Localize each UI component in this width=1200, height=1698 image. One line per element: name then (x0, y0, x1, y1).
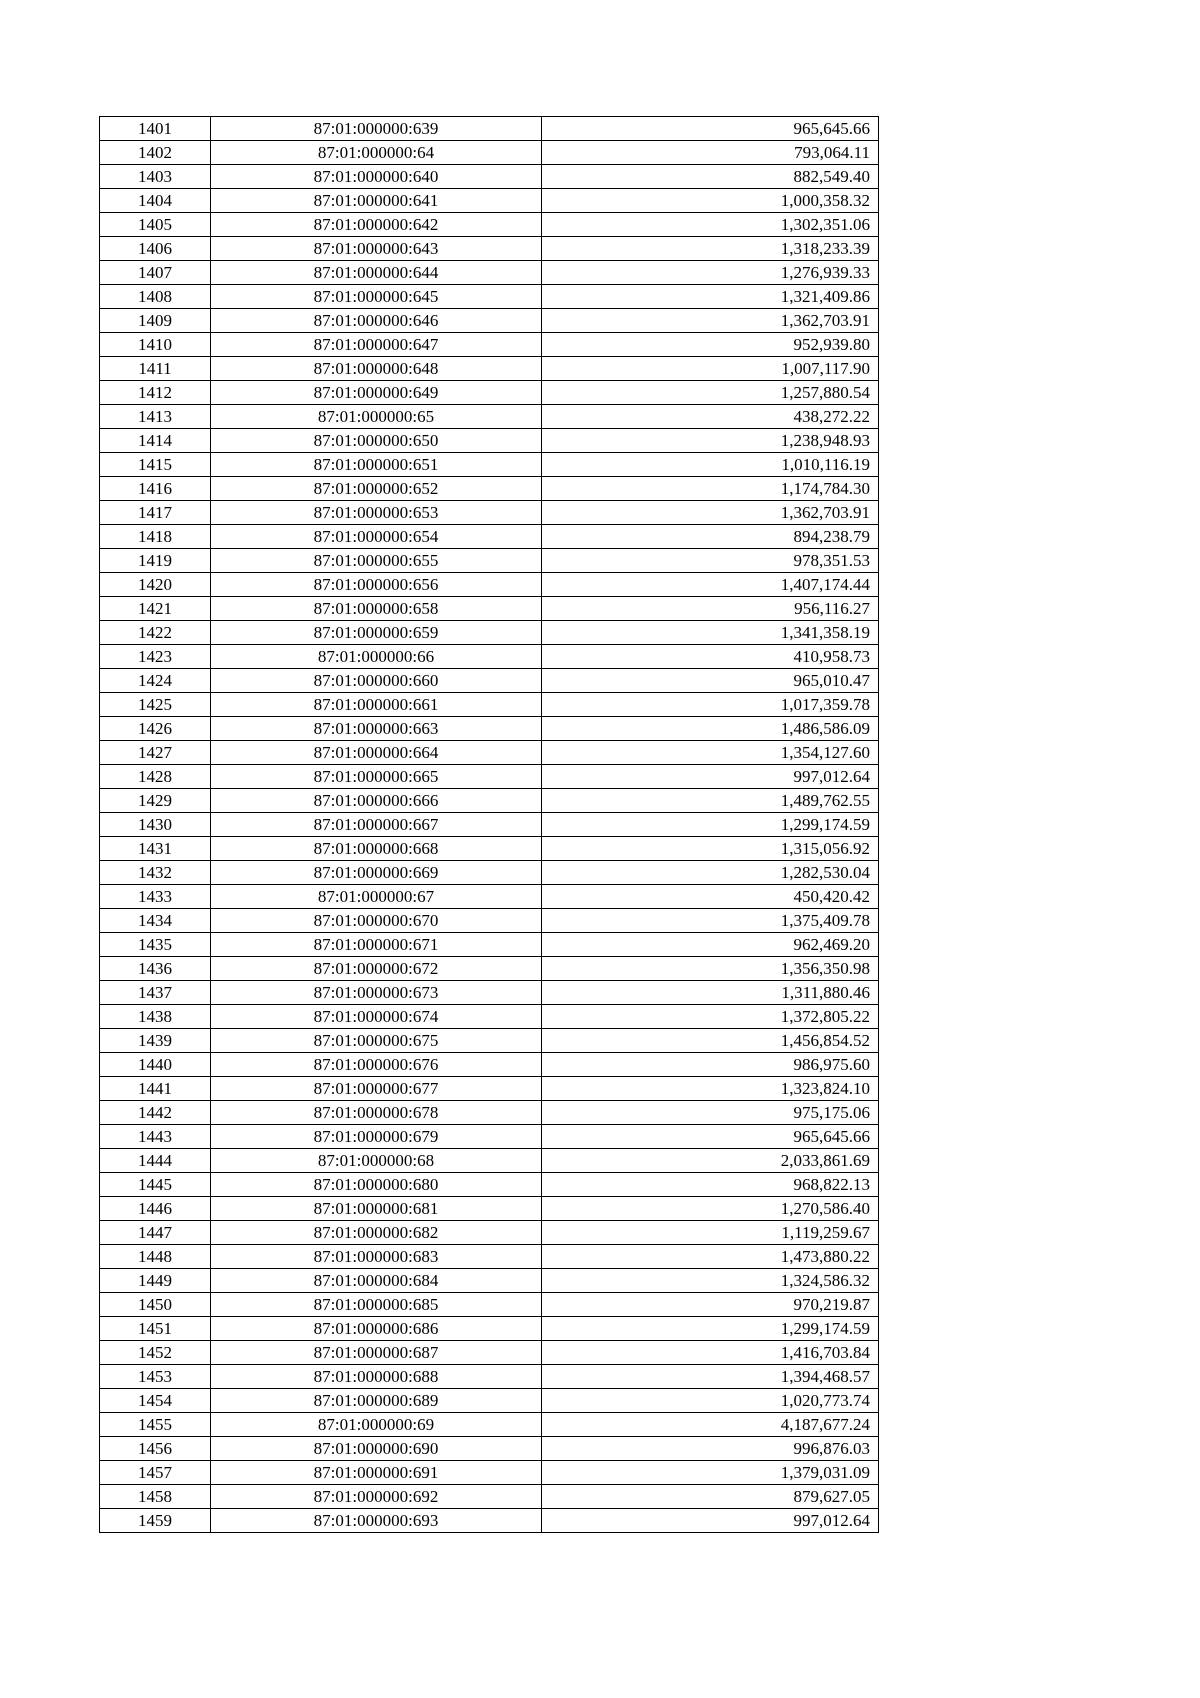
cadastral-number-cell: 87:01:000000:648 (211, 357, 542, 381)
table-row (100, 525, 879, 549)
row-number-cell: 1411 (100, 357, 211, 381)
row-number-cell: 1433 (100, 885, 211, 909)
row-number-cell: 1437 (100, 981, 211, 1005)
table-row (100, 1437, 879, 1461)
cadastral-value-table (99, 116, 879, 1533)
row-number-cell: 1459 (100, 1509, 211, 1533)
value-cell: 1,119,259.67 (542, 1221, 879, 1245)
cadastral-number-cell: 87:01:000000:683 (211, 1245, 542, 1269)
cadastral-number-cell: 87:01:000000:664 (211, 741, 542, 765)
table-row (100, 1197, 879, 1221)
row-number-cell: 1429 (100, 789, 211, 813)
table-row (100, 1173, 879, 1197)
row-number-cell: 1441 (100, 1077, 211, 1101)
value-cell: 978,351.53 (542, 549, 879, 573)
cadastral-number-cell: 87:01:000000:663 (211, 717, 542, 741)
table-row (100, 117, 879, 141)
table-row (100, 621, 879, 645)
table-row (100, 861, 879, 885)
cadastral-number-cell: 87:01:000000:669 (211, 861, 542, 885)
cadastral-number-cell: 87:01:000000:642 (211, 213, 542, 237)
table-row (100, 1461, 879, 1485)
cadastral-number-cell: 87:01:000000:675 (211, 1029, 542, 1053)
table-body (100, 117, 879, 1533)
row-number-cell: 1418 (100, 525, 211, 549)
row-number-cell: 1452 (100, 1341, 211, 1365)
value-cell: 1,416,703.84 (542, 1341, 879, 1365)
cadastral-number-cell: 87:01:000000:654 (211, 525, 542, 549)
value-cell: 997,012.64 (542, 1509, 879, 1533)
value-cell: 952,939.80 (542, 333, 879, 357)
value-cell: 1,270,586.40 (542, 1197, 879, 1221)
cadastral-number-cell: 87:01:000000:640 (211, 165, 542, 189)
value-cell: 1,007,117.90 (542, 357, 879, 381)
row-number-cell: 1410 (100, 333, 211, 357)
table-row (100, 645, 879, 669)
cadastral-number-cell: 87:01:000000:665 (211, 765, 542, 789)
row-number-cell: 1415 (100, 453, 211, 477)
row-number-cell: 1439 (100, 1029, 211, 1053)
row-number-cell: 1448 (100, 1245, 211, 1269)
cadastral-number-cell: 87:01:000000:686 (211, 1317, 542, 1341)
value-cell: 997,012.64 (542, 765, 879, 789)
row-number-cell: 1438 (100, 1005, 211, 1029)
table-row (100, 477, 879, 501)
value-cell: 965,010.47 (542, 669, 879, 693)
table-row (100, 1413, 879, 1437)
value-cell: 1,318,233.39 (542, 237, 879, 261)
value-cell: 1,321,409.86 (542, 285, 879, 309)
table-row (100, 1125, 879, 1149)
value-cell: 410,958.73 (542, 645, 879, 669)
cadastral-number-cell: 87:01:000000:671 (211, 933, 542, 957)
value-cell: 968,822.13 (542, 1173, 879, 1197)
cadastral-number-cell: 87:01:000000:672 (211, 957, 542, 981)
row-number-cell: 1430 (100, 813, 211, 837)
row-number-cell: 1421 (100, 597, 211, 621)
table-row (100, 1365, 879, 1389)
row-number-cell: 1423 (100, 645, 211, 669)
table-row (100, 165, 879, 189)
cadastral-number-cell: 87:01:000000:68 (211, 1149, 542, 1173)
value-cell: 879,627.05 (542, 1485, 879, 1509)
row-number-cell: 1447 (100, 1221, 211, 1245)
row-number-cell: 1442 (100, 1101, 211, 1125)
row-number-cell: 1444 (100, 1149, 211, 1173)
table-row (100, 333, 879, 357)
cadastral-number-cell: 87:01:000000:655 (211, 549, 542, 573)
table-row (100, 1029, 879, 1053)
row-number-cell: 1454 (100, 1389, 211, 1413)
table-row (100, 1245, 879, 1269)
row-number-cell: 1428 (100, 765, 211, 789)
value-cell: 1,407,174.44 (542, 573, 879, 597)
cadastral-number-cell: 87:01:000000:661 (211, 693, 542, 717)
row-number-cell: 1413 (100, 405, 211, 429)
table-row (100, 261, 879, 285)
value-cell: 1,394,468.57 (542, 1365, 879, 1389)
table-row (100, 597, 879, 621)
value-cell: 970,219.87 (542, 1293, 879, 1317)
table-row (100, 237, 879, 261)
cadastral-number-cell: 87:01:000000:656 (211, 573, 542, 597)
cadastral-number-cell: 87:01:000000:691 (211, 1461, 542, 1485)
table-row (100, 957, 879, 981)
table-row (100, 381, 879, 405)
row-number-cell: 1432 (100, 861, 211, 885)
value-cell: 450,420.42 (542, 885, 879, 909)
cadastral-number-cell: 87:01:000000:651 (211, 453, 542, 477)
row-number-cell: 1431 (100, 837, 211, 861)
row-number-cell: 1426 (100, 717, 211, 741)
table-row (100, 549, 879, 573)
table-row (100, 1101, 879, 1125)
cadastral-number-cell: 87:01:000000:660 (211, 669, 542, 693)
cadastral-number-cell: 87:01:000000:677 (211, 1077, 542, 1101)
row-number-cell: 1412 (100, 381, 211, 405)
value-cell: 1,341,358.19 (542, 621, 879, 645)
table-row (100, 309, 879, 333)
cadastral-number-cell: 87:01:000000:692 (211, 1485, 542, 1509)
table-row (100, 1389, 879, 1413)
cadastral-number-cell: 87:01:000000:679 (211, 1125, 542, 1149)
row-number-cell: 1427 (100, 741, 211, 765)
table-row (100, 789, 879, 813)
table-row (100, 741, 879, 765)
row-number-cell: 1422 (100, 621, 211, 645)
cadastral-number-cell: 87:01:000000:682 (211, 1221, 542, 1245)
table-row (100, 189, 879, 213)
value-cell: 1,356,350.98 (542, 957, 879, 981)
table-row (100, 1317, 879, 1341)
cadastral-number-cell: 87:01:000000:645 (211, 285, 542, 309)
value-cell: 793,064.11 (542, 141, 879, 165)
cadastral-number-cell: 87:01:000000:687 (211, 1341, 542, 1365)
row-number-cell: 1450 (100, 1293, 211, 1317)
row-number-cell: 1405 (100, 213, 211, 237)
cadastral-number-cell: 87:01:000000:680 (211, 1173, 542, 1197)
table-row (100, 1149, 879, 1173)
table-row (100, 837, 879, 861)
cadastral-number-cell: 87:01:000000:674 (211, 1005, 542, 1029)
value-cell: 956,116.27 (542, 597, 879, 621)
cadastral-number-cell: 87:01:000000:641 (211, 189, 542, 213)
value-cell: 1,238,948.93 (542, 429, 879, 453)
row-number-cell: 1404 (100, 189, 211, 213)
row-number-cell: 1453 (100, 1365, 211, 1389)
value-cell: 1,315,056.92 (542, 837, 879, 861)
value-cell: 962,469.20 (542, 933, 879, 957)
row-number-cell: 1419 (100, 549, 211, 573)
table-row (100, 141, 879, 165)
table-row (100, 1221, 879, 1245)
row-number-cell: 1417 (100, 501, 211, 525)
value-cell: 1,379,031.09 (542, 1461, 879, 1485)
cadastral-number-cell: 87:01:000000:690 (211, 1437, 542, 1461)
value-cell: 1,362,703.91 (542, 309, 879, 333)
value-cell: 1,375,409.78 (542, 909, 879, 933)
value-cell: 1,489,762.55 (542, 789, 879, 813)
cadastral-number-cell: 87:01:000000:646 (211, 309, 542, 333)
cadastral-number-cell: 87:01:000000:688 (211, 1365, 542, 1389)
table-row (100, 1341, 879, 1365)
cadastral-number-cell: 87:01:000000:67 (211, 885, 542, 909)
value-cell: 438,272.22 (542, 405, 879, 429)
table-row (100, 1053, 879, 1077)
row-number-cell: 1436 (100, 957, 211, 981)
table-row (100, 573, 879, 597)
cadastral-number-cell: 87:01:000000:678 (211, 1101, 542, 1125)
cadastral-number-cell: 87:01:000000:650 (211, 429, 542, 453)
table-row (100, 981, 879, 1005)
value-cell: 975,175.06 (542, 1101, 879, 1125)
table-row (100, 693, 879, 717)
row-number-cell: 1451 (100, 1317, 211, 1341)
value-cell: 1,276,939.33 (542, 261, 879, 285)
cadastral-number-cell: 87:01:000000:666 (211, 789, 542, 813)
value-cell: 1,020,773.74 (542, 1389, 879, 1413)
table-row (100, 213, 879, 237)
value-cell: 1,257,880.54 (542, 381, 879, 405)
table-row (100, 1509, 879, 1533)
row-number-cell: 1449 (100, 1269, 211, 1293)
cadastral-number-cell: 87:01:000000:685 (211, 1293, 542, 1317)
row-number-cell: 1425 (100, 693, 211, 717)
table-row (100, 357, 879, 381)
cadastral-number-cell: 87:01:000000:64 (211, 141, 542, 165)
cadastral-number-cell: 87:01:000000:66 (211, 645, 542, 669)
table-row (100, 1485, 879, 1509)
row-number-cell: 1457 (100, 1461, 211, 1485)
cadastral-number-cell: 87:01:000000:653 (211, 501, 542, 525)
cadastral-number-cell: 87:01:000000:647 (211, 333, 542, 357)
row-number-cell: 1403 (100, 165, 211, 189)
cadastral-number-cell: 87:01:000000:681 (211, 1197, 542, 1221)
row-number-cell: 1420 (100, 573, 211, 597)
value-cell: 1,311,880.46 (542, 981, 879, 1005)
value-cell: 4,187,677.24 (542, 1413, 879, 1437)
row-number-cell: 1434 (100, 909, 211, 933)
cadastral-number-cell: 87:01:000000:659 (211, 621, 542, 645)
row-number-cell: 1414 (100, 429, 211, 453)
value-cell: 965,645.66 (542, 1125, 879, 1149)
cadastral-number-cell: 87:01:000000:643 (211, 237, 542, 261)
value-cell: 1,017,359.78 (542, 693, 879, 717)
row-number-cell: 1458 (100, 1485, 211, 1509)
cadastral-number-cell: 87:01:000000:673 (211, 981, 542, 1005)
value-cell: 965,645.66 (542, 117, 879, 141)
table-row (100, 717, 879, 741)
table-row (100, 501, 879, 525)
table-row (100, 405, 879, 429)
value-cell: 996,876.03 (542, 1437, 879, 1461)
row-number-cell: 1408 (100, 285, 211, 309)
cadastral-number-cell: 87:01:000000:689 (211, 1389, 542, 1413)
row-number-cell: 1435 (100, 933, 211, 957)
row-number-cell: 1440 (100, 1053, 211, 1077)
row-number-cell: 1401 (100, 117, 211, 141)
row-number-cell: 1409 (100, 309, 211, 333)
cadastral-number-cell: 87:01:000000:658 (211, 597, 542, 621)
cadastral-number-cell: 87:01:000000:65 (211, 405, 542, 429)
table-row (100, 1005, 879, 1029)
value-cell: 986,975.60 (542, 1053, 879, 1077)
table-row (100, 765, 879, 789)
value-cell: 1,372,805.22 (542, 1005, 879, 1029)
table-row (100, 1077, 879, 1101)
cadastral-number-cell: 87:01:000000:676 (211, 1053, 542, 1077)
row-number-cell: 1402 (100, 141, 211, 165)
value-cell: 882,549.40 (542, 165, 879, 189)
table-row (100, 885, 879, 909)
value-cell: 1,299,174.59 (542, 813, 879, 837)
table-row (100, 453, 879, 477)
value-cell: 1,282,530.04 (542, 861, 879, 885)
row-number-cell: 1416 (100, 477, 211, 501)
cadastral-number-cell: 87:01:000000:684 (211, 1269, 542, 1293)
cadastral-number-cell: 87:01:000000:639 (211, 117, 542, 141)
value-cell: 1,174,784.30 (542, 477, 879, 501)
table-row (100, 1269, 879, 1293)
value-cell: 1,323,824.10 (542, 1077, 879, 1101)
table-row (100, 285, 879, 309)
row-number-cell: 1455 (100, 1413, 211, 1437)
row-number-cell: 1424 (100, 669, 211, 693)
table-row (100, 813, 879, 837)
cadastral-number-cell: 87:01:000000:649 (211, 381, 542, 405)
table-row (100, 429, 879, 453)
table-row (100, 1293, 879, 1317)
table-row (100, 933, 879, 957)
value-cell: 1,354,127.60 (542, 741, 879, 765)
row-number-cell: 1445 (100, 1173, 211, 1197)
cadastral-number-cell: 87:01:000000:670 (211, 909, 542, 933)
value-cell: 2,033,861.69 (542, 1149, 879, 1173)
row-number-cell: 1406 (100, 237, 211, 261)
cadastral-number-cell: 87:01:000000:667 (211, 813, 542, 837)
cadastral-number-cell: 87:01:000000:693 (211, 1509, 542, 1533)
value-cell: 1,299,174.59 (542, 1317, 879, 1341)
value-cell: 1,302,351.06 (542, 213, 879, 237)
value-cell: 1,456,854.52 (542, 1029, 879, 1053)
row-number-cell: 1446 (100, 1197, 211, 1221)
cadastral-number-cell: 87:01:000000:644 (211, 261, 542, 285)
row-number-cell: 1443 (100, 1125, 211, 1149)
cadastral-number-cell: 87:01:000000:668 (211, 837, 542, 861)
value-cell: 1,000,358.32 (542, 189, 879, 213)
value-cell: 1,324,586.32 (542, 1269, 879, 1293)
value-cell: 1,473,880.22 (542, 1245, 879, 1269)
row-number-cell: 1407 (100, 261, 211, 285)
row-number-cell: 1456 (100, 1437, 211, 1461)
table-row (100, 909, 879, 933)
value-cell: 1,486,586.09 (542, 717, 879, 741)
value-cell: 894,238.79 (542, 525, 879, 549)
cadastral-number-cell: 87:01:000000:652 (211, 477, 542, 501)
cadastral-number-cell: 87:01:000000:69 (211, 1413, 542, 1437)
table-row (100, 669, 879, 693)
value-cell: 1,010,116.19 (542, 453, 879, 477)
value-cell: 1,362,703.91 (542, 501, 879, 525)
